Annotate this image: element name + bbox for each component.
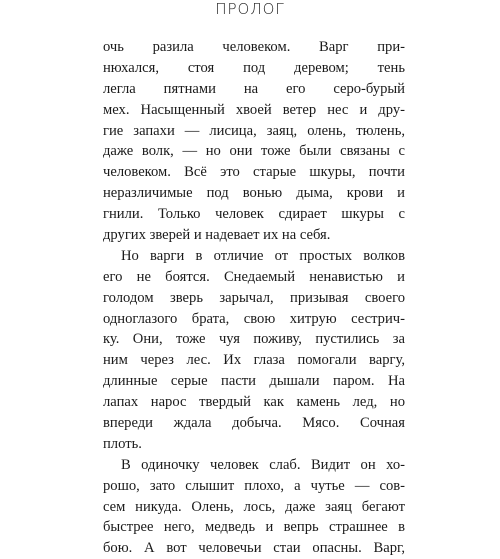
text-line: мех. Насыщенный хвоей ветер нес и дру- [103, 101, 405, 118]
text-line: легла пятнами на его серо-бурый [103, 80, 405, 97]
text-line: лапах нарос твердый как камень лед, но [103, 394, 405, 411]
text-line: ку. Они, тоже чуя поживу, пустились за [103, 331, 405, 348]
text-line: человеком. Всё это старые шкуры, почти [103, 164, 405, 181]
text-line: его не боятся. Снедаемый ненавистью и [103, 268, 405, 285]
text-line: плоть. [103, 435, 142, 452]
text-line: неразличимые под вонью дыма, крови и [103, 185, 405, 202]
text-line: впереди ждала добыча. Мясо. Сочная [103, 415, 405, 432]
text-line: одноглазого брата, свою хитрую сестрич- [103, 310, 405, 327]
text-line: рошо, зато слышит плохо, а чутье — сов- [103, 477, 405, 494]
text-line: бою. А вот человечьи стаи опасны. Варг, [103, 540, 405, 557]
text-line: других зверей и надевает их на себя. [103, 227, 331, 244]
text-line: нюхался, стоя под деревом; тень [103, 59, 405, 76]
text-line: ним через лес. Их глаза помогали варгу, [103, 352, 405, 369]
text-line: гнили. Только человек сдирает шкуры с [103, 206, 405, 223]
text-line: сем никуда. Олень, лось, даже заяц бегают [103, 498, 405, 515]
text-line: длинные серые пасти дышали паром. На [103, 373, 405, 390]
text-line: даже волк, — но они тоже были связаны с [103, 143, 405, 160]
text-line: Но варги в отличие от простых волков [121, 247, 405, 264]
text-line: гие запахи — лисица, заяц, олень, тюлень, [103, 122, 405, 139]
body-text [103, 37, 405, 559]
text-line: В одиночку человек слаб. Видит он хо- [121, 456, 405, 473]
text-line: голодом зверь зарычал, призывая своего [103, 289, 405, 306]
text-line: быстрее него, медведь и вепрь страшнее в [103, 519, 405, 536]
running-head-title: ПРОЛОГ [215, 0, 285, 18]
text-line: очь разила человеком. Варг при- [103, 39, 405, 55]
